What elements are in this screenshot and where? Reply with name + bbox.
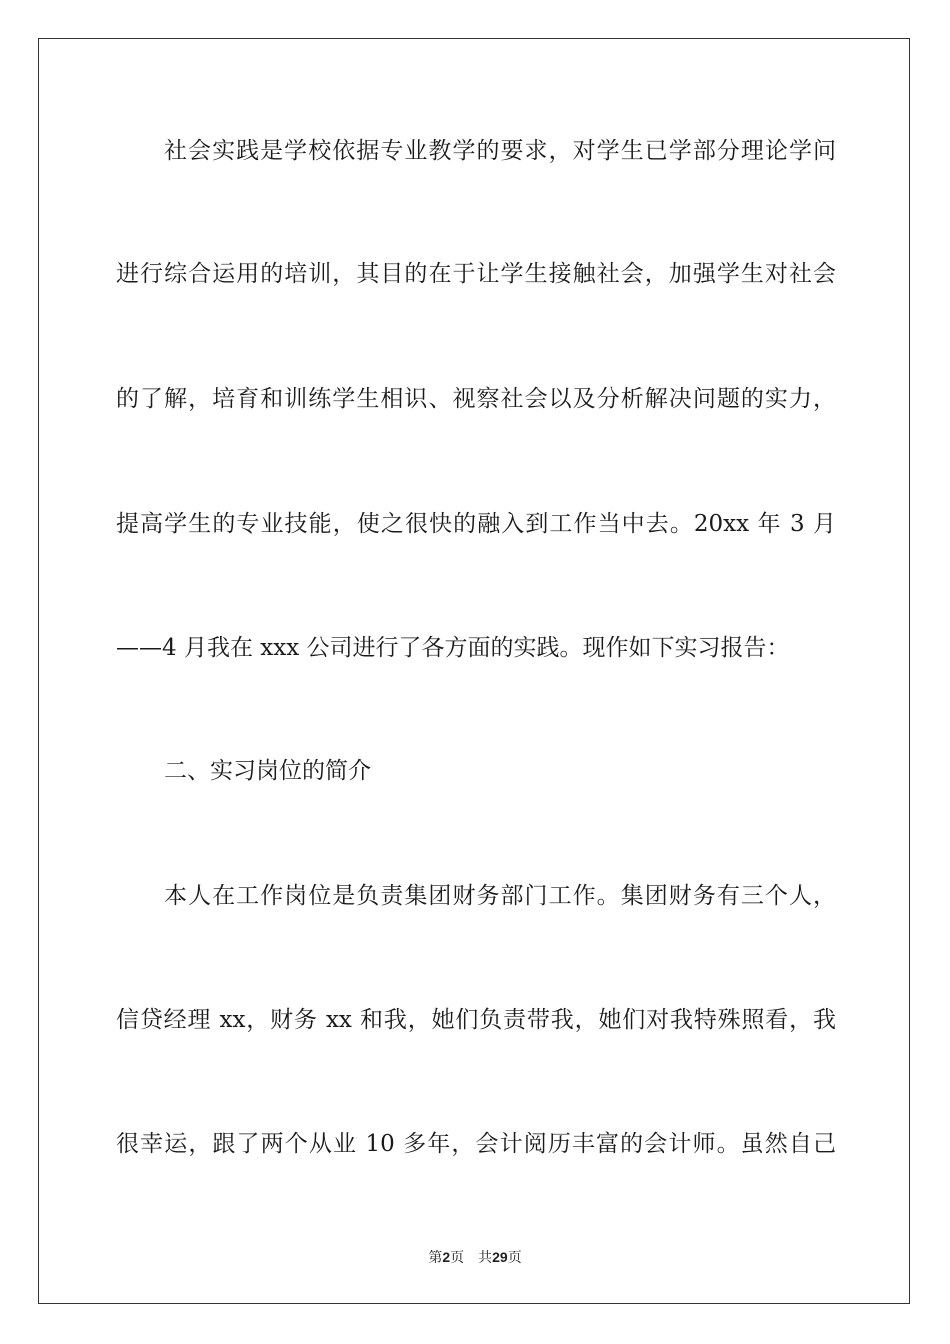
paragraph-line: 的了解，培育和训练学生相识、视察社会以及分析解决问题的实力，	[116, 386, 836, 412]
page-border	[38, 38, 910, 1304]
total-suffix: 页	[507, 1250, 522, 1266]
paragraph-line: ——4 月我在 xxx 公司进行了各方面的实践。现作如下实习报告：	[116, 635, 790, 661]
paragraph-line: 提高学生的专业技能，使之很快的融入到工作当中去。20xx 年 3 月	[116, 511, 836, 537]
paragraph-line: 进行综合运用的培训，其目的在于让学生接触社会，加强学生对社会	[116, 261, 836, 287]
paragraph-line: 很幸运，跟了两个从业 10 多年，会计阅历丰富的会计师。虽然自己	[116, 1131, 836, 1157]
page-number: 2	[442, 1249, 451, 1265]
page-suffix: 页	[450, 1250, 465, 1266]
paragraph-line: 信贷经理 xx，财务 xx 和我，她们负责带我，她们对我特殊照看，我	[116, 1007, 836, 1033]
paragraph-line: 社会实践是学校依据专业教学的要求，对学生已学部分理论学问	[164, 138, 836, 164]
page-prefix: 第	[428, 1250, 443, 1266]
total-pages: 29	[492, 1249, 508, 1265]
page-footer	[0, 1248, 950, 1267]
total-prefix: 共	[478, 1250, 493, 1266]
section-heading: 二、实习岗位的简介	[164, 758, 371, 784]
paragraph-line: 本人在工作岗位是负责集团财务部门工作。集团财务有三个人，	[164, 883, 836, 909]
